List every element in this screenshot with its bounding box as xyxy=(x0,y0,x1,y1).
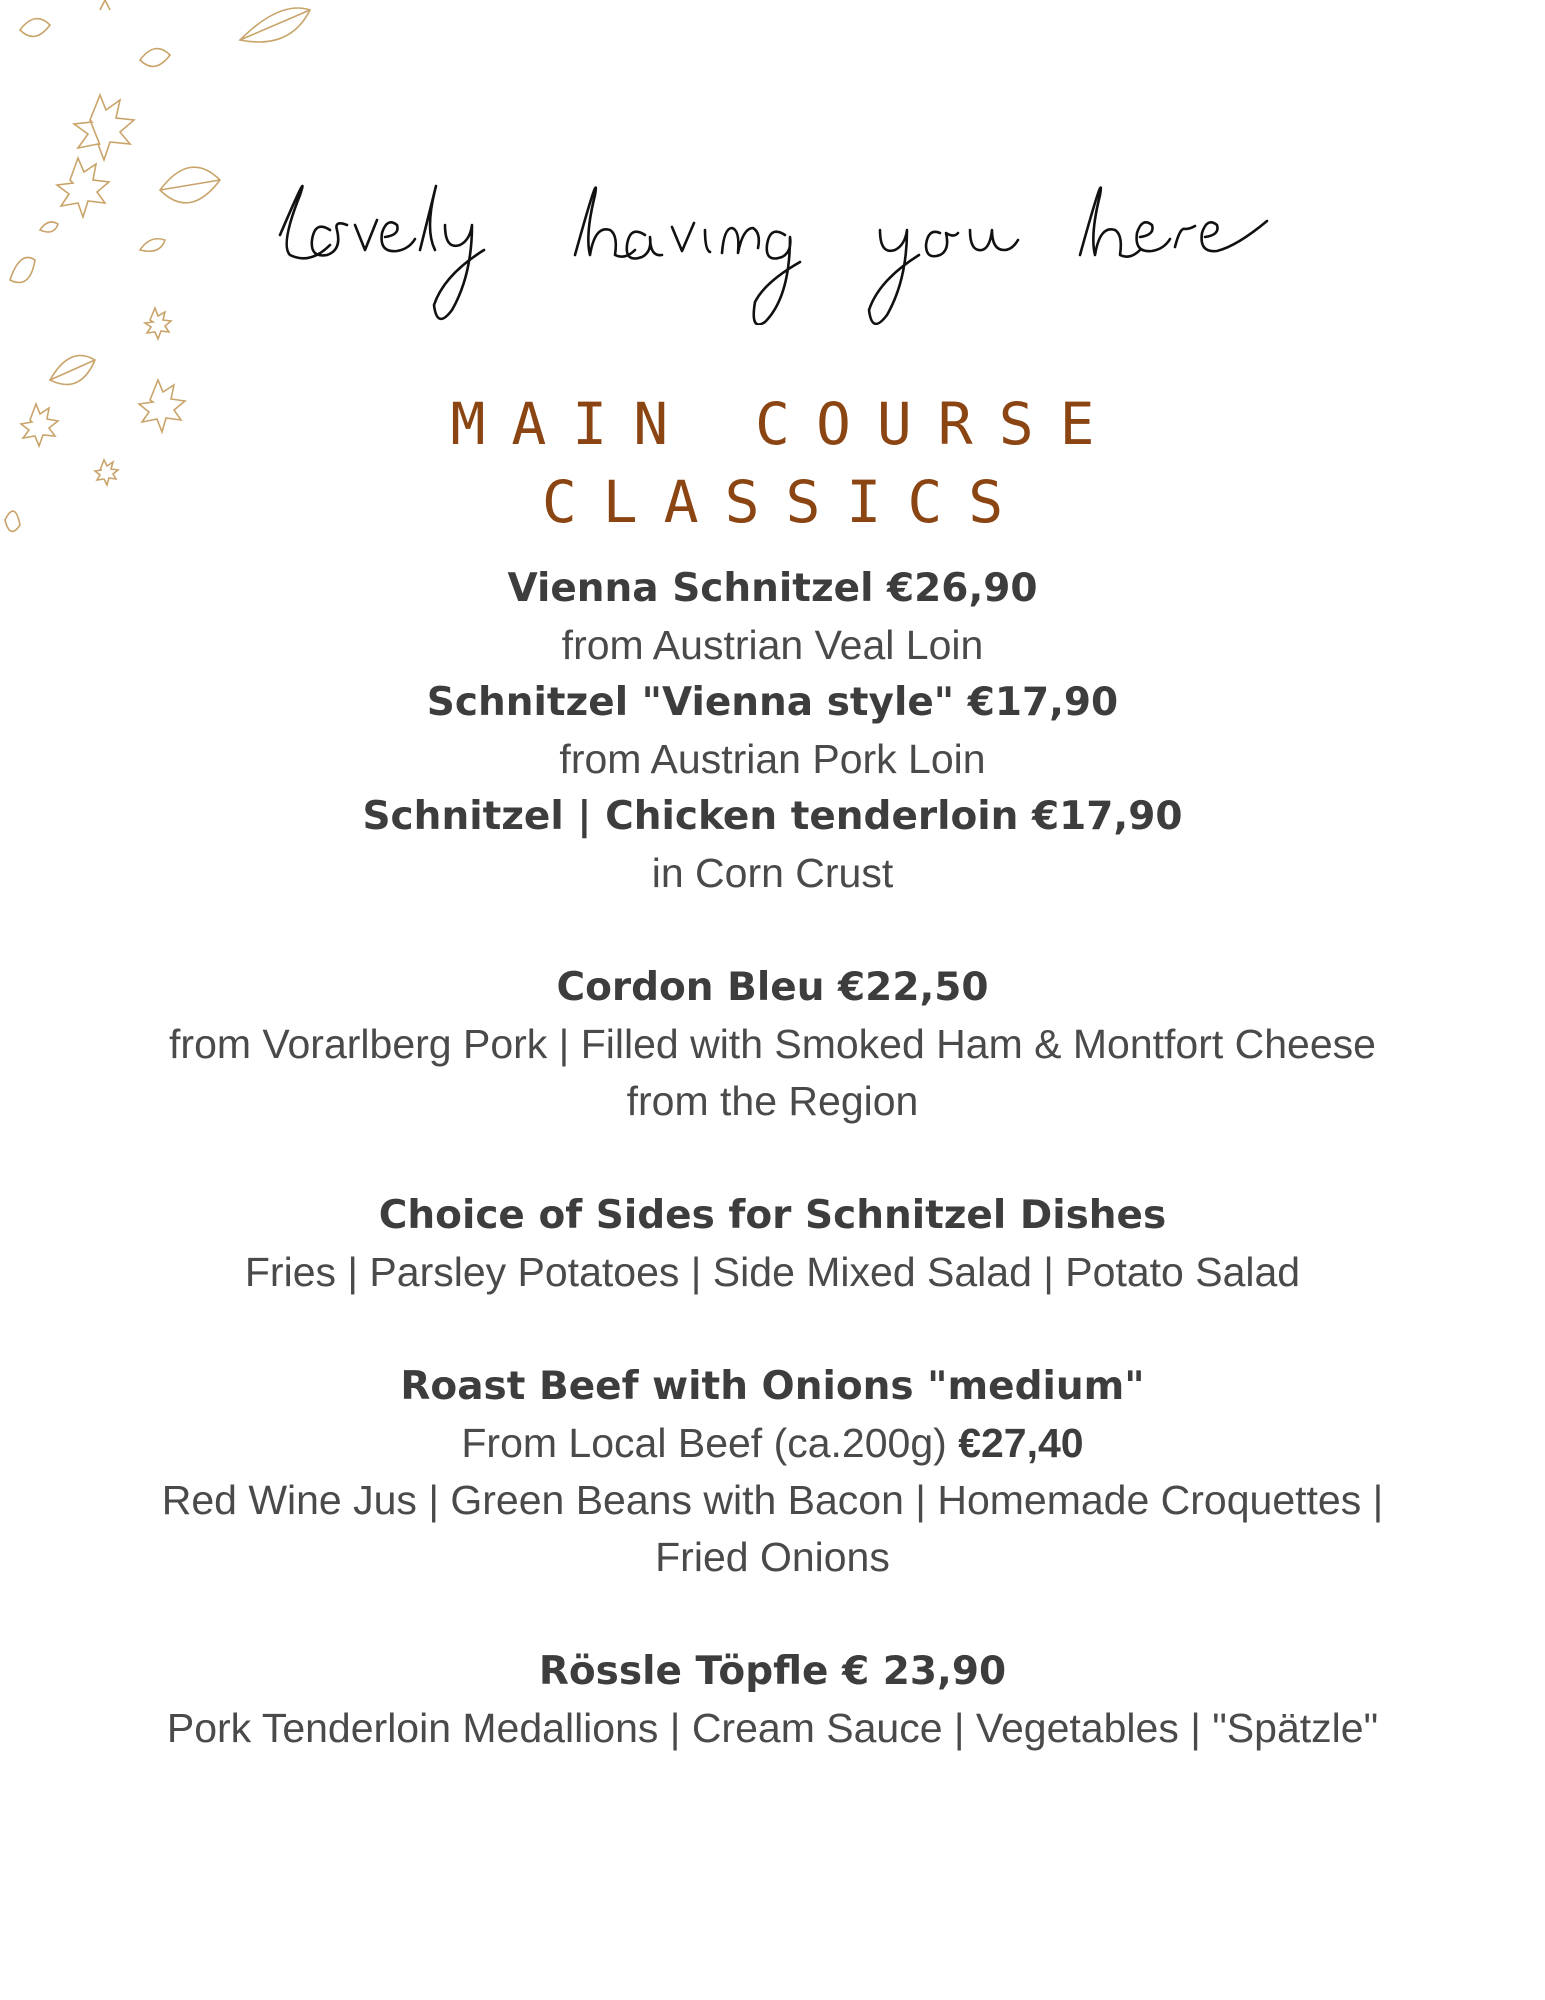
script-title xyxy=(260,175,1360,325)
menu-item-name: Vienna Schnitzel €26,90 xyxy=(507,566,1038,611)
menu-item-description: from Austrian Veal Loin xyxy=(561,622,984,668)
menu-item-description: Red Wine Jus | Green Beans with Bacon | Homemade Croquettes | xyxy=(161,1477,1384,1523)
menu-item-description-prefix: From Local Beef (ca.200g) xyxy=(461,1420,959,1466)
menu-item-description: in Corn Crust xyxy=(651,850,894,896)
menu-item-name: Rössle Töpfle € 23,90 xyxy=(538,1649,1007,1694)
menu-item-name: Cordon Bleu €22,50 xyxy=(556,965,989,1010)
section-heading-line1: MAIN COURSE xyxy=(450,390,1121,458)
menu-item-description: Pork Tenderloin Medallions | Cream Sauce | Vegetables | "Spätzle" xyxy=(166,1705,1379,1751)
menu-item-description: from the Region xyxy=(626,1078,919,1124)
menu-item-description: Fried Onions xyxy=(655,1534,890,1580)
menu-item-name: Choice of Sides for Schnitzel Dishes xyxy=(378,1193,1167,1238)
menu-item-price: €27,40 xyxy=(958,1420,1084,1466)
menu-item-description xyxy=(0,1415,1545,1472)
menu-item-description: Fries | Parsley Potatoes | Side Mixed Salad | Potato Salad xyxy=(244,1249,1301,1295)
section-heading-line2: CLASSICS xyxy=(541,468,1030,536)
menu-item-name: Schnitzel "Vienna style" €17,90 xyxy=(426,680,1119,725)
menu-item-description: from Vorarlberg Pork | Filled with Smoked Ham & Montfort Cheese xyxy=(169,1021,1376,1067)
menu-item-name: Roast Beef with Onions "medium" xyxy=(400,1364,1145,1409)
menu-item-name: Schnitzel | Chicken tenderloin €17,90 xyxy=(362,794,1183,839)
menu-list xyxy=(0,560,1545,1757)
menu-item-description: from Austrian Pork Loin xyxy=(559,736,986,782)
